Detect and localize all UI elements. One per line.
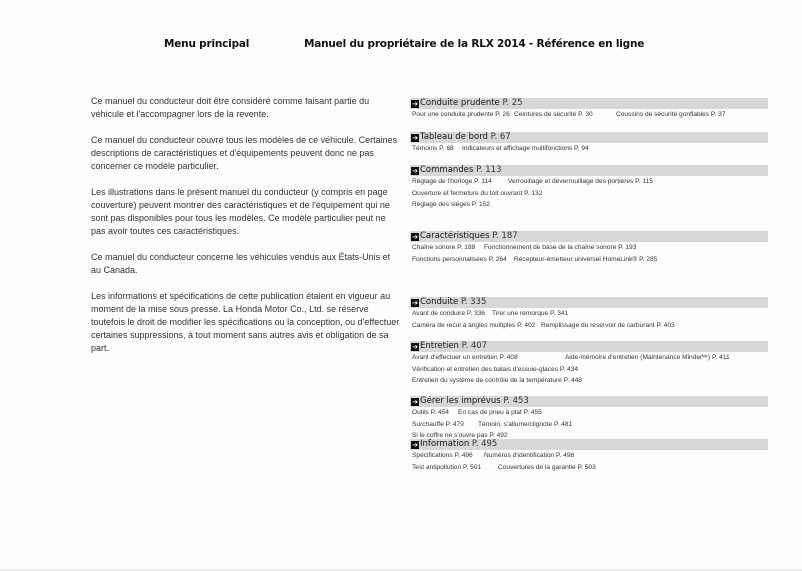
arrow-right-icon: ➔ <box>412 100 418 108</box>
intro-paragraph: Ce manuel du conducteur doit être considéré comme faisant partie du véhicule et l'accompagner lors de la revente. <box>91 96 370 119</box>
section-title: Commandes <box>420 165 474 175</box>
toc-line <box>410 188 768 200</box>
manual-title-link[interactable]: Manuel du propriétaire de la RLX 2014 - Référence en ligne <box>304 38 645 50</box>
toc-link[interactable]: Vérification et entretien des balais d'essuie-glaces P. 434 <box>412 365 579 373</box>
toc-section-tableau-de-bord <box>410 132 768 155</box>
toc-link[interactable]: Caméra de recul à angles multiples P. 402 <box>412 321 536 329</box>
section-page: P. 67 <box>490 132 511 142</box>
toc-section-gerer-les-imprevus <box>410 396 768 442</box>
toc-link[interactable]: Aide-mémoire d'entretien (Maintenance Minderᴹᶜ) P. 411 <box>565 354 730 361</box>
toc-link[interactable]: Réglage des sièges P. 152 <box>412 201 490 208</box>
section-page: P. 113 <box>476 165 502 175</box>
section-title: Gérer les imprévus <box>420 396 501 406</box>
toc-link[interactable]: Tirer une remorque P. 341 <box>492 310 569 317</box>
section-page: P. 335 <box>460 297 487 307</box>
toc-link[interactable]: Entretien du système de contrôle de la température P. 448 <box>412 377 582 384</box>
main-menu-link[interactable]: Menu principal <box>164 38 250 50</box>
toc-line <box>410 352 768 364</box>
toc-line <box>410 143 768 155</box>
toc-line <box>410 407 768 419</box>
toc-link[interactable]: Témoin, s'allume/clignote P. 481 <box>478 420 573 428</box>
intro-paragraph: Ce manuel du conducteur couvre tous les modèles de ce véhicule. Certaines descriptions de caractéristiques et d'équipements peuvent donc ne pas concerner ce modèle particulier. <box>91 135 398 171</box>
section-page: P. 187 <box>492 231 518 241</box>
toc-line <box>410 308 768 320</box>
toc-line <box>410 462 768 474</box>
toc-link[interactable]: Numéros d'identification P. 498 <box>484 452 575 459</box>
toc-link[interactable]: Ouverture et fermeture du toit ouvrant P. 132 <box>412 189 543 197</box>
section-page: P. 453 <box>503 396 529 406</box>
toc-line <box>410 364 768 376</box>
section-title: Conduite prudente <box>420 98 500 108</box>
section-header-link[interactable] <box>410 297 768 308</box>
toc-section-entretien <box>410 341 768 387</box>
toc-link[interactable]: Chaîne sonore P. 188 <box>412 244 476 251</box>
toc-section-conduite-prudente <box>410 98 768 121</box>
toc-section-caracteristiques <box>410 231 768 265</box>
arrow-right-icon: ➔ <box>412 134 418 142</box>
toc-link[interactable]: Spécifications P. 496 <box>412 452 473 459</box>
section-title: Conduite <box>420 297 459 307</box>
toc-link[interactable]: Témoins P. 68 <box>412 145 454 152</box>
arrow-right-icon: ➔ <box>412 167 418 175</box>
section-header-link[interactable] <box>410 396 768 407</box>
toc-section-conduite <box>410 297 768 331</box>
arrow-right-icon: ➔ <box>412 233 418 241</box>
toc-line <box>410 176 768 188</box>
section-header-link[interactable] <box>410 439 768 450</box>
toc-line <box>410 109 768 121</box>
arrow-right-icon: ➔ <box>412 441 418 449</box>
toc-link[interactable]: Remplissage du réservoir de carburant P. 403 <box>541 321 675 329</box>
toc-link[interactable]: En cas de pneu à plat P. 455 <box>458 409 542 416</box>
arrow-right-icon: ➔ <box>412 343 418 351</box>
section-page: P. 495 <box>471 439 498 449</box>
section-header-link[interactable] <box>410 341 768 352</box>
intro-paragraph: Les illustrations dans le présent manuel du conducteur (y compris en page couverture) peuvent montrer des caractéristiques et de l'équipement qui ne sont pas disponibles pour tous les modèles. Ce modèle particulier peut ne pas avoir toutes ces caractéristiques. <box>91 187 390 236</box>
section-title: Caractéristiques <box>420 231 490 241</box>
toc-section-commandes <box>410 165 768 211</box>
section-header-link[interactable] <box>410 132 768 143</box>
toc-link[interactable]: Surchauffe P. 479 <box>412 420 464 428</box>
toc-link[interactable]: Réglage de l'horloge P. 114 <box>412 178 492 185</box>
toc-link[interactable]: Verrouillage et déverrouillage des portières P. 115 <box>508 178 653 185</box>
toc-line <box>410 375 768 387</box>
top-nav <box>0 38 802 52</box>
toc-line <box>410 199 768 211</box>
section-header-link[interactable] <box>410 165 768 176</box>
intro-paragraph: Les informations et spécifications de cette publication étaient en vigueur au moment de la mise sous presse. La Honda Motor Co., Ltd. se réserve toutefois le droit de modifier les spécifications ou la conception, ou d'effectuer certaines suppressions, à tout moment sans autres avis et obligation de sa part. <box>91 291 400 353</box>
toc-link[interactable]: Récepteur-émetteur universel HomeLink® P. 285 <box>514 255 658 263</box>
toc-section-information <box>410 439 768 473</box>
toc-line <box>410 254 768 266</box>
toc-link[interactable]: Indicateurs et affichage multifonctions P. 94 <box>462 145 589 152</box>
toc-link[interactable]: Outils P. 454 <box>412 409 449 416</box>
section-title: Entretien <box>420 341 459 351</box>
section-header-link[interactable] <box>410 231 768 242</box>
toc-link[interactable]: Coussins de sécurité gonflables P. 37 <box>616 111 726 118</box>
arrow-right-icon: ➔ <box>412 398 418 406</box>
toc-line <box>410 419 768 431</box>
section-title: Tableau de bord <box>420 132 488 142</box>
toc-link[interactable]: Fonctions personnalisées P. 264 <box>412 255 507 263</box>
toc-link[interactable]: Ceintures de sécurité P. 30 <box>514 111 593 118</box>
section-page: P. 407 <box>461 341 488 351</box>
toc-link[interactable]: Couvertures de la garantie P. 503 <box>498 463 596 471</box>
toc-link[interactable]: Test antipollution P. 501 <box>412 463 482 471</box>
toc-line <box>410 320 768 332</box>
toc-link[interactable]: Avant d'effectuer un entretien P. 408 <box>412 354 518 361</box>
section-header-link[interactable] <box>410 98 768 109</box>
arrow-right-icon: ➔ <box>412 299 418 307</box>
toc-link[interactable]: Pour une conduite prudente P. 26 <box>412 111 510 118</box>
intro-text <box>91 95 401 368</box>
toc-line <box>410 242 768 254</box>
toc-line <box>410 450 768 462</box>
section-page: P. 25 <box>502 98 523 108</box>
section-title: Information <box>420 439 470 449</box>
intro-paragraph: Ce manuel du conducteur concerne les véhicules vendus aux États-Unis et au Canada. <box>91 252 391 275</box>
toc-link[interactable]: Fonctionnement de base de la chaîne sonore P. 193 <box>484 244 637 251</box>
toc-link[interactable]: Si le coffre ne s'ouvre pas P. 492 <box>412 432 508 439</box>
toc-link[interactable]: Avant de conduire P. 336 <box>412 310 486 317</box>
